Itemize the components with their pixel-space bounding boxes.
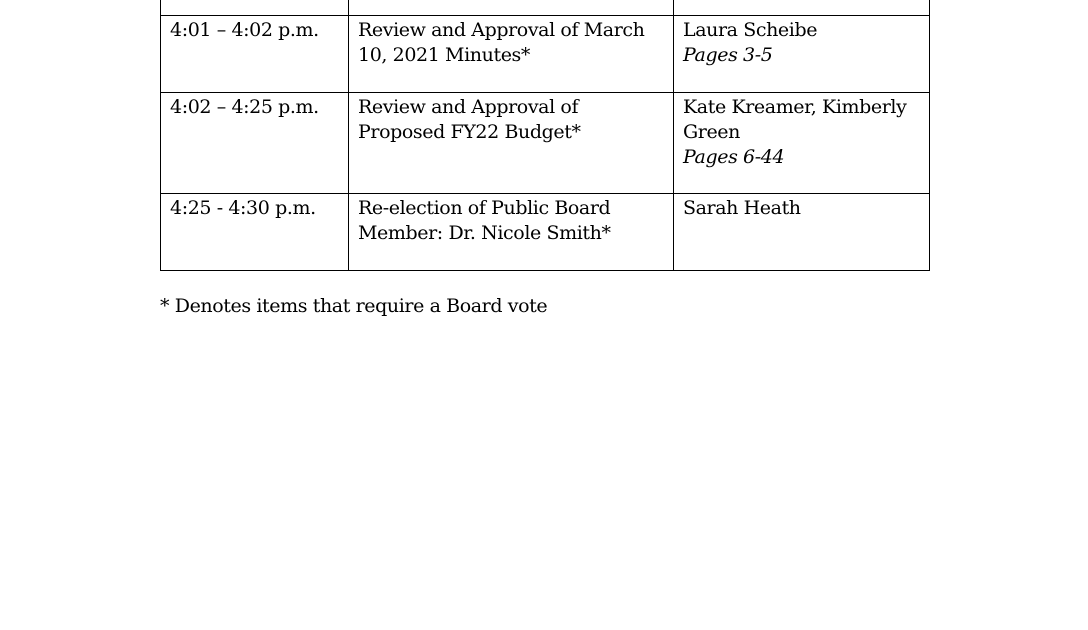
presenter-cell: [674, 194, 930, 271]
table-row: [161, 93, 930, 194]
vote-footnote: * Denotes items that require a Board vote: [160, 295, 548, 317]
agenda-item-cell: Review and Approval of Proposed FY22 Budget*: [349, 93, 674, 194]
pages-reference: Pages 6-44: [683, 146, 785, 168]
presenter-cell: [674, 0, 930, 16]
time-cell: 4:25 - 4:30 p.m.: [161, 194, 349, 271]
presenter-name: Sarah Heath: [683, 197, 801, 219]
presenter-cell: [674, 16, 930, 93]
presenter-name: Laura Scheibe: [683, 19, 818, 41]
agenda-item-cell: Re-election of Public Board Member: Dr. Nicole Smith*: [349, 194, 674, 271]
table-row: [161, 0, 930, 16]
time-cell: 4:01 – 4:02 p.m.: [161, 16, 349, 93]
time-cell: [161, 0, 349, 16]
time-cell: 4:02 – 4:25 p.m.: [161, 93, 349, 194]
agenda-table: [160, 0, 930, 271]
agenda-item-cell: Review and Approval of March 10, 2021 Minutes*: [349, 16, 674, 93]
presenter-name: Kate Kreamer, Kimberly Green: [683, 96, 907, 143]
table-row: [161, 16, 930, 93]
table-row: [161, 194, 930, 271]
pages-reference: Pages 3-5: [683, 44, 773, 66]
presenter-cell: [674, 93, 930, 194]
agenda-item-cell: [349, 0, 674, 16]
